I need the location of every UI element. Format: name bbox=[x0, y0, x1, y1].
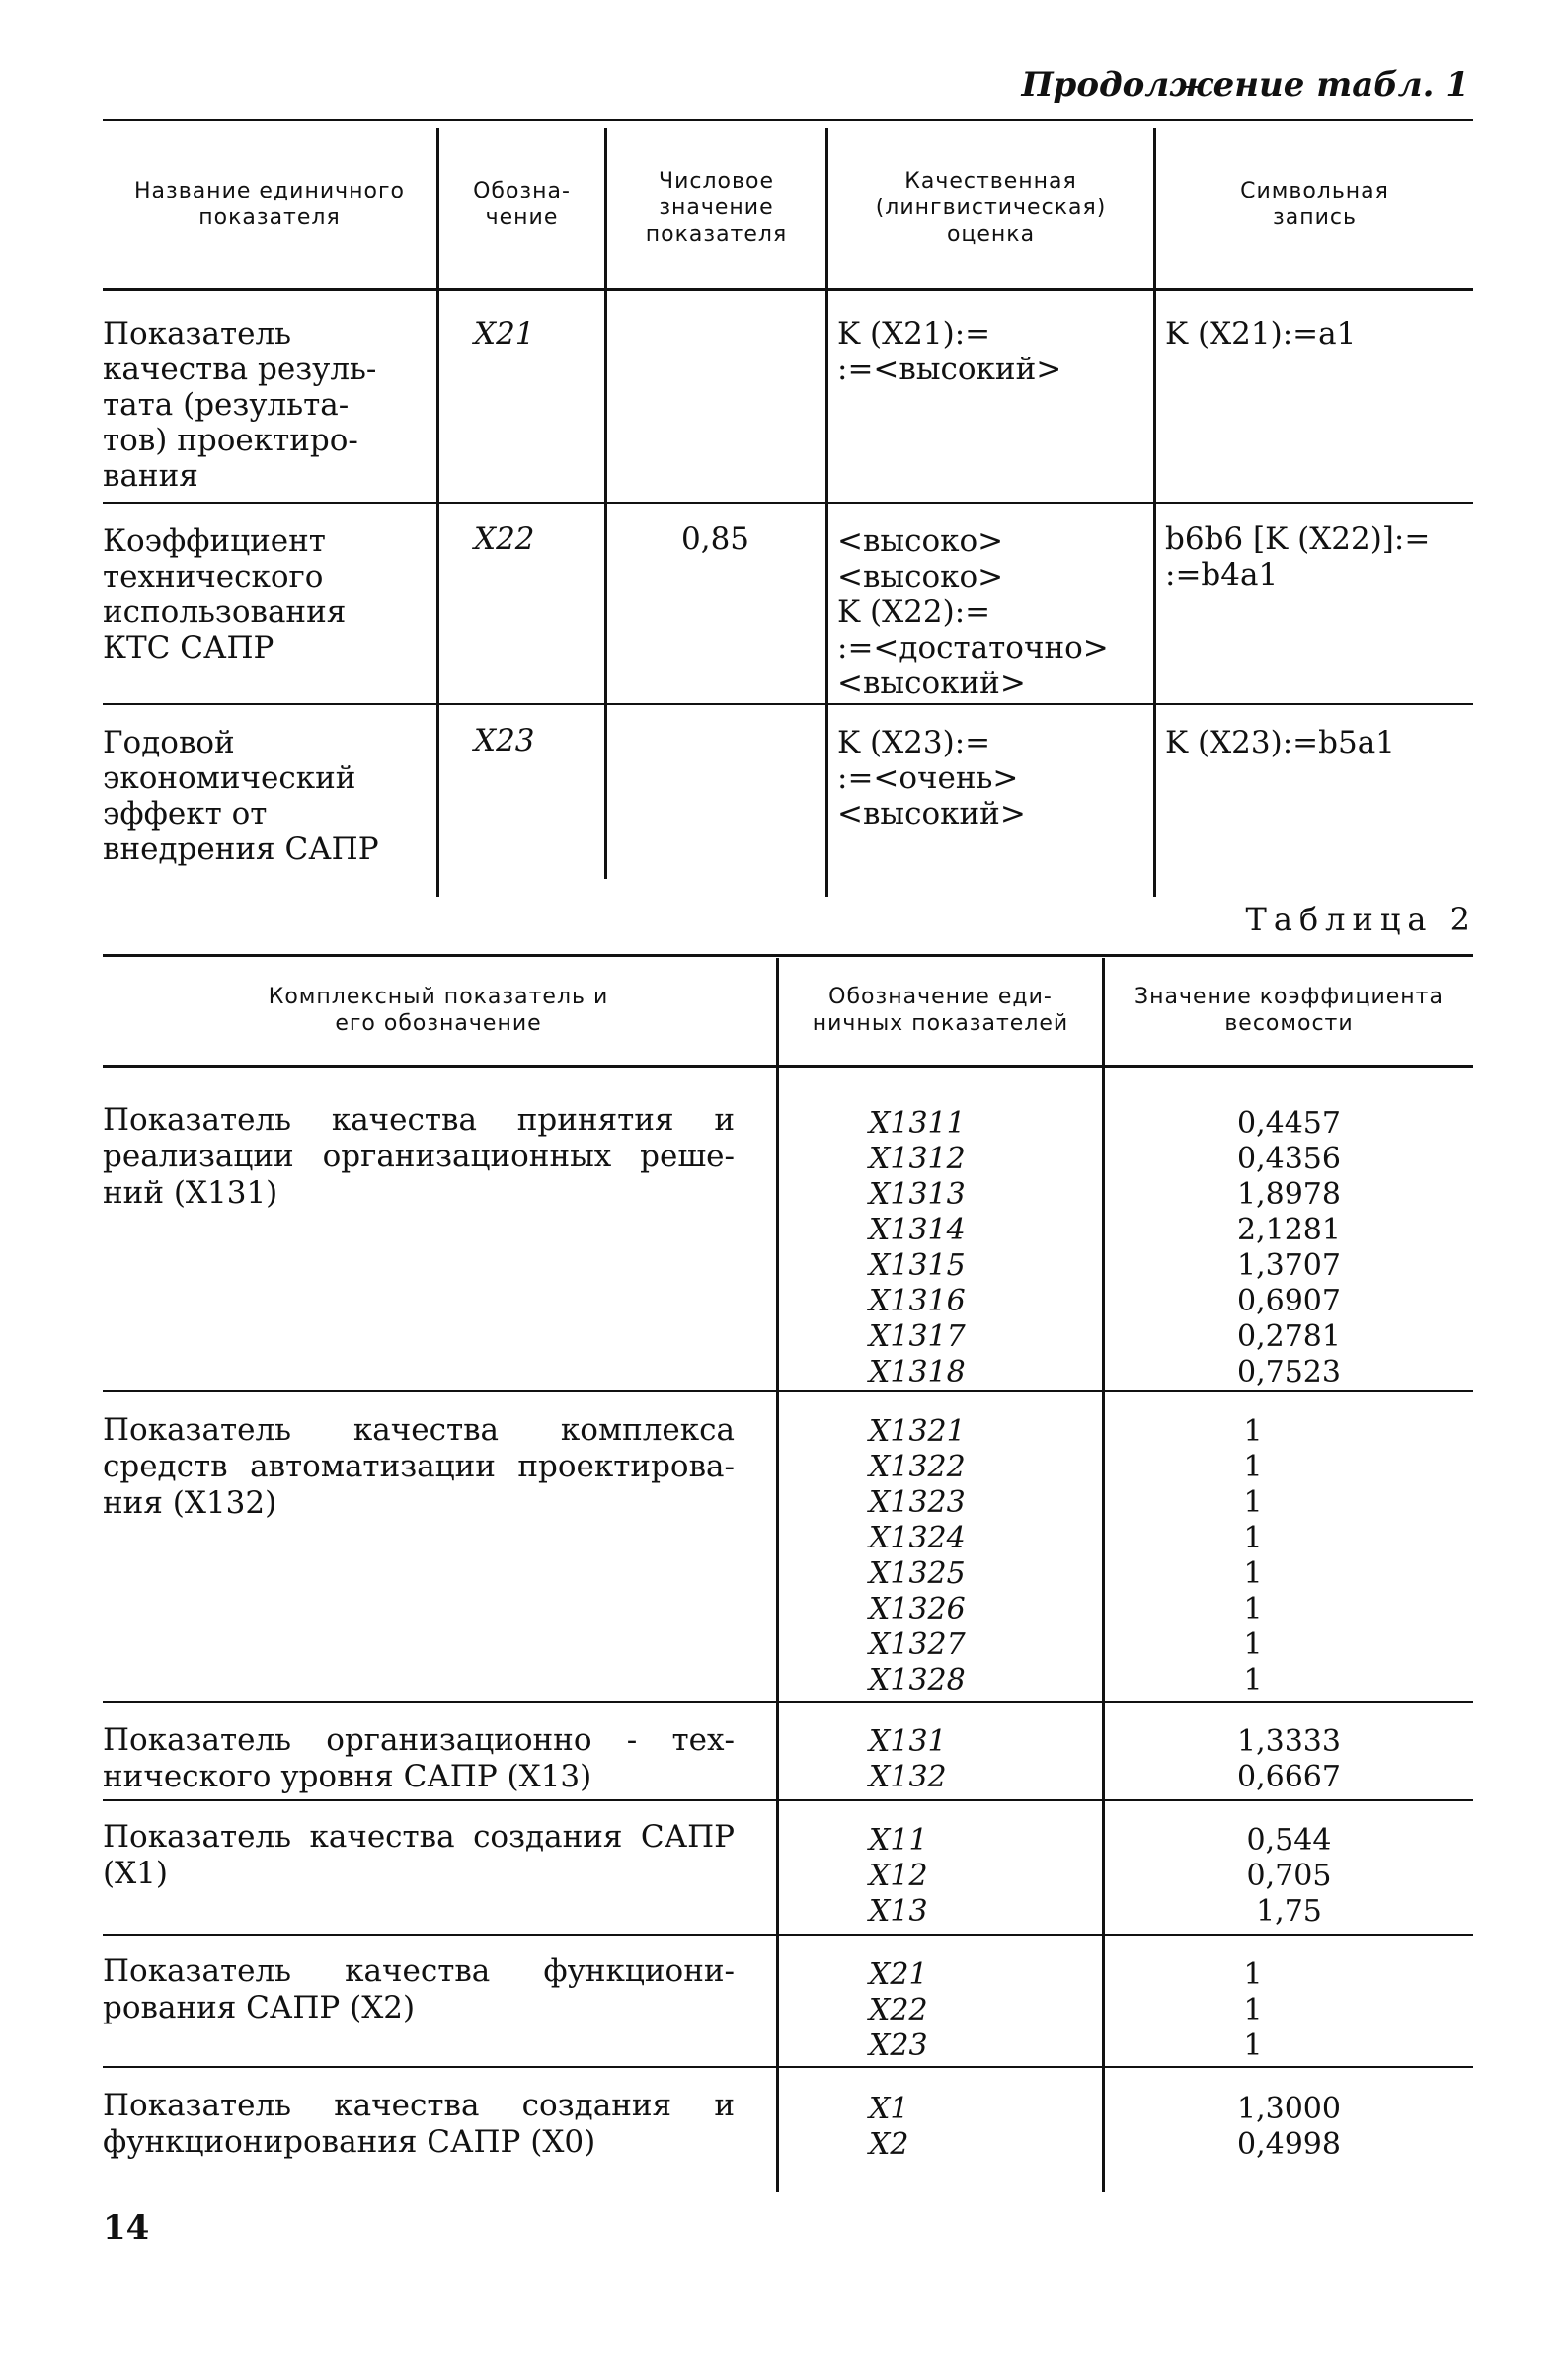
table-2-group-2-values bbox=[1105, 1414, 1401, 1699]
list-item: X1317 bbox=[869, 1319, 966, 1354]
page-number: 14 bbox=[103, 2208, 150, 2248]
list-item: X1321 bbox=[869, 1414, 966, 1449]
table-2-caption: Таблица 2 bbox=[1245, 901, 1477, 938]
list-item: X1311 bbox=[869, 1106, 966, 1141]
table-2-group-rule bbox=[103, 1934, 1473, 1936]
list-item: 1 bbox=[1243, 2028, 1263, 2063]
list-item: 1 bbox=[1243, 1521, 1263, 1555]
list-item: 0,4998 bbox=[1237, 2127, 1341, 2162]
list-item: X1327 bbox=[869, 1627, 966, 1662]
table-2-header-rule bbox=[103, 1065, 1473, 1068]
list-item: X1 bbox=[869, 2092, 909, 2126]
list-item: 0,705 bbox=[1246, 1859, 1332, 1893]
list-item: 1 bbox=[1243, 1993, 1263, 2027]
table-2-group-1-items bbox=[869, 1106, 966, 1390]
table-2-group-6-items bbox=[869, 2092, 908, 2163]
list-item: X1315 bbox=[869, 1248, 966, 1283]
table-1-header-designation: Обозна- чение bbox=[473, 179, 571, 230]
list-item: 0,6667 bbox=[1237, 1760, 1341, 1794]
table-1-header-name: Название единичного показателя bbox=[134, 179, 405, 230]
table-1-row-3-name: Годовой экономический эффект от внедрения САПР bbox=[103, 725, 379, 867]
table-2-group-5-items bbox=[869, 1957, 928, 2064]
list-item: 0,544 bbox=[1246, 1823, 1332, 1858]
list-item: X22 bbox=[869, 1993, 928, 2027]
list-item: X23 bbox=[869, 2028, 928, 2063]
table-2-group-4-values bbox=[1105, 1823, 1473, 1930]
table-1-row-1-qualitative: K (X21):= :=<высокий> bbox=[837, 316, 1062, 387]
table-1-row-1-symbolic: K (X21):=a1 bbox=[1165, 316, 1357, 352]
list-item: X13 bbox=[869, 1894, 928, 1929]
list-item: 1 bbox=[1243, 1414, 1263, 1449]
table-2-group-rule bbox=[103, 2066, 1473, 2068]
table-1-row-2-symbolic: b6b6 [K (X22)]:= :=b4a1 bbox=[1165, 521, 1431, 593]
table-2-group-4-items bbox=[869, 1823, 928, 1930]
list-item: 1 bbox=[1243, 1592, 1263, 1626]
table-continuation-label: Продолжение табл. 1 bbox=[1021, 65, 1469, 105]
table-1-row-3-designation: X23 bbox=[474, 723, 535, 758]
table-2-group-4-name: Показатель качества создания САПР (X1) bbox=[103, 1819, 735, 1891]
list-item: X1323 bbox=[869, 1485, 966, 1520]
table-1-row-1-designation: X21 bbox=[474, 316, 535, 352]
list-item: X1326 bbox=[869, 1592, 966, 1626]
list-item: X2 bbox=[869, 2127, 909, 2162]
table-2-group-6-values bbox=[1105, 2092, 1473, 2163]
table-1-row-1-name: Показатель качества резуль- тата (результа- тов) проектиро- вания bbox=[103, 316, 377, 494]
table-2-group-1-name: Показатель качества принятия и реализации организационных реше-ний (X131) bbox=[103, 1102, 735, 1211]
list-item: X1322 bbox=[869, 1450, 966, 1484]
table-1-row-2-value: 0,85 bbox=[681, 521, 750, 557]
table-1-row-rule bbox=[103, 703, 1473, 705]
list-item: X1313 bbox=[869, 1177, 966, 1212]
list-item: 1 bbox=[1243, 1485, 1263, 1520]
list-item: 1,75 bbox=[1256, 1894, 1322, 1929]
table-2-group-2-items bbox=[869, 1414, 966, 1699]
table-2-group-3-name: Показатель организационно - тех-нического уровня САПР (X13) bbox=[103, 1722, 735, 1794]
table-2-header-indicator: Комплексный показатель и его обозначение bbox=[268, 985, 609, 1036]
table-2-group-2-name: Показатель качества комплекса средств автоматизации проектирова-ния (X132) bbox=[103, 1412, 735, 1521]
table-1-col-divider bbox=[436, 128, 439, 897]
list-item: 1 bbox=[1243, 1450, 1263, 1484]
list-item: 0,4457 bbox=[1237, 1106, 1341, 1141]
list-item: X1316 bbox=[869, 1284, 966, 1318]
list-item: 0,4356 bbox=[1237, 1142, 1341, 1176]
table-1-row-2-qualitative: <высоко> <высоко> K (X22):= :=<достаточно> <высокий> bbox=[837, 523, 1109, 701]
list-item: 2,1281 bbox=[1237, 1213, 1341, 1247]
list-item: 1 bbox=[1243, 1663, 1263, 1698]
table-1-header-value: Числовое значение показателя bbox=[645, 169, 788, 247]
list-item: 0,7523 bbox=[1237, 1355, 1341, 1389]
table-2-group-3-values bbox=[1105, 1724, 1473, 1795]
list-item: X21 bbox=[869, 1957, 928, 1992]
table-2-col-divider bbox=[776, 958, 779, 2192]
list-item: X1324 bbox=[869, 1521, 966, 1555]
list-item: 1,8978 bbox=[1237, 1177, 1341, 1212]
table-1-header-qualitative: Качественная (лингвистическая) оценка bbox=[875, 169, 1107, 247]
list-item: X1328 bbox=[869, 1663, 966, 1698]
table-1-header-rule bbox=[103, 288, 1473, 291]
table-1-row-2-designation: X22 bbox=[474, 521, 535, 557]
list-item: X11 bbox=[869, 1823, 928, 1858]
list-item: 1 bbox=[1243, 1556, 1263, 1591]
table-2-header-designation: Обозначение еди- ничных показателей bbox=[812, 985, 1069, 1036]
list-item: 1 bbox=[1243, 1957, 1263, 1992]
list-item: 1,3333 bbox=[1237, 1724, 1341, 1759]
table-2-header-weight: Значение коэффициента весомости bbox=[1134, 985, 1444, 1036]
list-item: 1,3000 bbox=[1237, 2092, 1341, 2126]
list-item: 1 bbox=[1243, 1627, 1263, 1662]
list-item: X1314 bbox=[869, 1213, 966, 1247]
table-1-row-3-symbolic: K (X23):=b5a1 bbox=[1165, 725, 1395, 760]
list-item: 1,3707 bbox=[1237, 1248, 1341, 1283]
table-2-top-rule bbox=[103, 954, 1473, 957]
table-1-header-symbolic: Символьная запись bbox=[1240, 179, 1389, 230]
list-item: X132 bbox=[869, 1760, 947, 1794]
table-2-group-5-values bbox=[1105, 1957, 1401, 2064]
table-1-row-2-name: Коэффициент технического использования КТС САПР bbox=[103, 523, 347, 666]
table-2-group-5-name: Показатель качества функциони-рования САПР (X2) bbox=[103, 1953, 735, 2025]
list-item: X1325 bbox=[869, 1556, 966, 1591]
list-item: X131 bbox=[869, 1724, 947, 1759]
list-item: X1318 bbox=[869, 1355, 966, 1389]
list-item: X1312 bbox=[869, 1142, 966, 1176]
list-item: 0,2781 bbox=[1237, 1319, 1341, 1354]
table-2-group-1-values bbox=[1105, 1106, 1473, 1390]
list-item: 0,6907 bbox=[1237, 1284, 1341, 1318]
list-item: X12 bbox=[869, 1859, 928, 1893]
table-1-top-rule bbox=[103, 119, 1473, 121]
table-2-group-rule bbox=[103, 1799, 1473, 1801]
table-1-row-rule bbox=[103, 502, 1473, 504]
table-2-group-6-name: Показатель качества создания и функционирования САПР (X0) bbox=[103, 2088, 735, 2160]
table-2-group-rule bbox=[103, 1701, 1473, 1703]
table-2-group-rule bbox=[103, 1390, 1473, 1392]
table-1-col-divider bbox=[1153, 128, 1156, 897]
table-2-group-3-items bbox=[869, 1724, 947, 1795]
table-1-row-3-qualitative: K (X23):= :=<очень> <высокий> bbox=[837, 725, 1026, 832]
